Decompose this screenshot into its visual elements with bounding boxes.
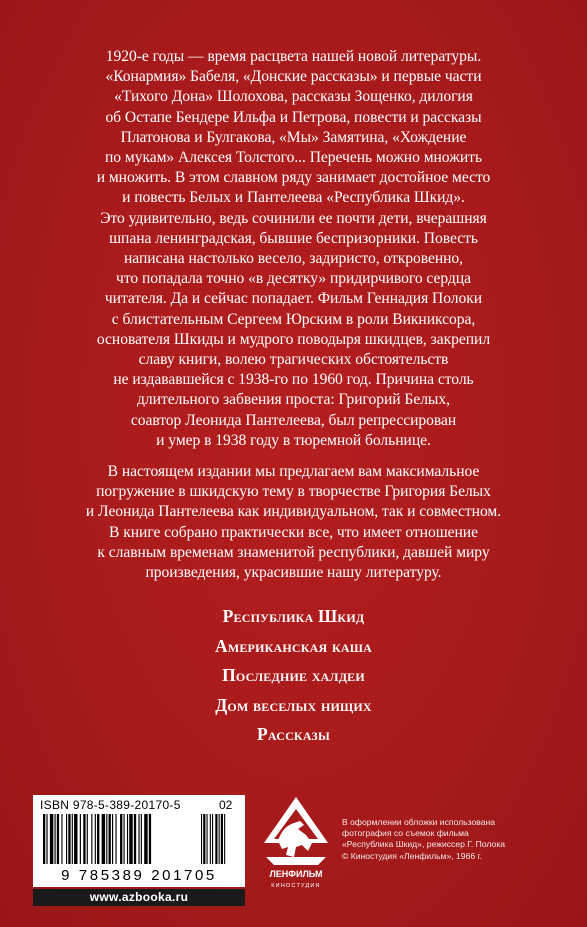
paragraph-line: читателя. Да и сейчас попадает. Фильм Геннадия Полоки <box>104 290 483 308</box>
paragraph-line: «Конармия» Бабеля, «Донские рассказы» и первые части <box>105 68 482 86</box>
website-link[interactable]: www.azbooka.ru <box>33 889 245 906</box>
paragraph-line: славу книги, волею трагических обстоятельств <box>138 351 449 369</box>
barcode-addon-bar <box>207 814 208 864</box>
barcode-addon-bar <box>219 814 220 864</box>
barcode-bar <box>87 814 88 864</box>
barcode-bar <box>95 814 96 864</box>
barcode-bar <box>83 814 85 864</box>
barcode-bar <box>61 814 62 864</box>
barcode-addon-bar <box>221 814 223 864</box>
contents-title: Рассказы <box>257 724 330 744</box>
barcode-bar <box>134 814 136 864</box>
contents-title: Республика Шкид <box>222 606 365 626</box>
paragraph-line: шпана ленинградская, бывшие беспризорники. Повесть <box>109 229 478 247</box>
barcode-addon-bar <box>212 814 213 864</box>
barcode-panel <box>33 795 245 887</box>
paragraph-line: по мукам» Алексея Толстого... Перечень можно множить <box>104 149 483 167</box>
credit-line: «Республика Шкид», режиссер Г. Полока <box>342 839 506 850</box>
paragraph-line: погружение в шкидскую тему в творчестве Григория Белых <box>96 483 491 501</box>
barcode-bar <box>106 814 107 864</box>
barcode-bar <box>68 814 70 864</box>
isbn-text: ISBN 978-5-389-20170-5 <box>40 798 181 812</box>
barcode-bar <box>102 814 105 864</box>
paragraph-line: 1920-е годы — время расцвета нашей новой литературы. <box>105 48 482 65</box>
barcode-bar <box>66 814 67 864</box>
barcode-bar <box>129 814 132 864</box>
credit-line: фотография со съемок фильма <box>342 828 469 839</box>
barcode-addon-bar <box>210 814 211 864</box>
contents-list <box>0 602 587 750</box>
barcode-bar <box>50 814 53 864</box>
barcode-bar <box>109 814 111 864</box>
barcode-digits: 9 785389 201705 <box>61 867 217 884</box>
barcode-bar <box>120 814 122 864</box>
paragraph-line: Это удивительно, ведь сочинили ее почти дети, вчерашняя <box>100 209 487 227</box>
barcode-bar <box>124 814 125 864</box>
barcode-bar <box>46 814 47 864</box>
paragraph-line: с блистательным Сергеем Юрским в роли Викниксора, <box>111 310 476 328</box>
logo-name: ЛЕНФИЛЬМ <box>269 869 323 879</box>
barcode-addon-bar <box>201 814 202 864</box>
paragraph-line: об Остапе Бендере Ильфа и Петрова, повести и рассказы <box>105 108 482 126</box>
paragraph-line: соавтор Леонида Пантелеева, был репрессирован <box>130 411 457 429</box>
paragraph-line: и умер в 1938 году в тюремной больнице. <box>156 431 431 449</box>
paragraph-line: и множить. В этом славном ряду занимает достойное место <box>96 169 491 187</box>
barcode-bar <box>149 814 151 864</box>
barcode-bar <box>55 814 56 864</box>
barcode-bar <box>43 814 45 864</box>
paragraph-line: длительного забвения проста: Григорий Белых, <box>137 391 450 409</box>
barcode-bar <box>97 814 99 864</box>
barcode-bar <box>91 814 92 864</box>
barcode-bar <box>112 814 113 864</box>
barcode-addon-bar <box>224 814 225 864</box>
paragraph-line: основателя Шкиды и мудрого поводыря шкидцев, закрепил <box>96 330 491 348</box>
credit-line: © Киностудия «Ленфильм», 1966 г. <box>342 850 482 861</box>
barcode-bars <box>43 814 197 866</box>
contents-title: Дом веселых нищих <box>215 694 372 715</box>
barcode-addon-bar <box>215 814 217 864</box>
paragraph-line: В настоящем издании мы предлагаем вам максимальное <box>107 463 480 480</box>
paragraph-line: «Тихого Дона» Шолохова, рассказы Зощенко, дилогия <box>114 88 473 106</box>
barcode-bar <box>74 814 77 864</box>
barcode-bar <box>144 814 147 864</box>
paragraph-line: написана настолько весело, задиристо, откровенно, <box>123 250 464 268</box>
barcode-bar <box>138 814 139 864</box>
contents-title: Американская каша <box>214 635 373 656</box>
logo-subtitle: КИНОСТУДИЯ <box>271 883 321 889</box>
barcode-bar <box>127 814 128 864</box>
paragraph-line: Платонова и Булгакова, «Мы» Замятина, «Хождение <box>120 128 467 146</box>
paragraph-line: произведения, украсившие нашу литературу. <box>145 564 442 582</box>
barcode-addon-bar <box>203 814 205 864</box>
credit-line: В оформлении обложки использована <box>342 817 496 827</box>
price-code: 02 <box>219 798 233 812</box>
paragraph-line: к славным временам знаменитой республики, давшей миру <box>97 543 490 561</box>
barcode-bar <box>72 814 73 864</box>
barcode-bar <box>57 814 59 864</box>
barcode-addon-bars <box>201 814 237 866</box>
barcode-bar <box>115 814 116 864</box>
description-paragraph-1 <box>62 47 525 451</box>
contents-title: Последние халдеи <box>222 665 365 685</box>
barcode-bar <box>80 814 81 864</box>
description-paragraph-2 <box>62 462 525 583</box>
cover-credits <box>342 817 557 862</box>
paragraph-line: и повесть Белых и Пантелеева «Республика Шкид». <box>122 189 465 207</box>
barcode-bar <box>141 814 142 864</box>
paragraph-line: и Леонида Пантелеева как индивидуальном, так и совместном. <box>85 503 502 521</box>
paragraph-line: что попадала точно «в десятку» придирчивого сердца <box>116 270 471 288</box>
paragraph-line: В книге собрано практически все, что имеет отношение <box>109 523 478 541</box>
lenfilm-logo <box>256 795 336 905</box>
paragraph-line: не издававшейся с 1938-го по 1960 год. Причина столь <box>113 371 474 389</box>
logo-base <box>266 857 326 865</box>
